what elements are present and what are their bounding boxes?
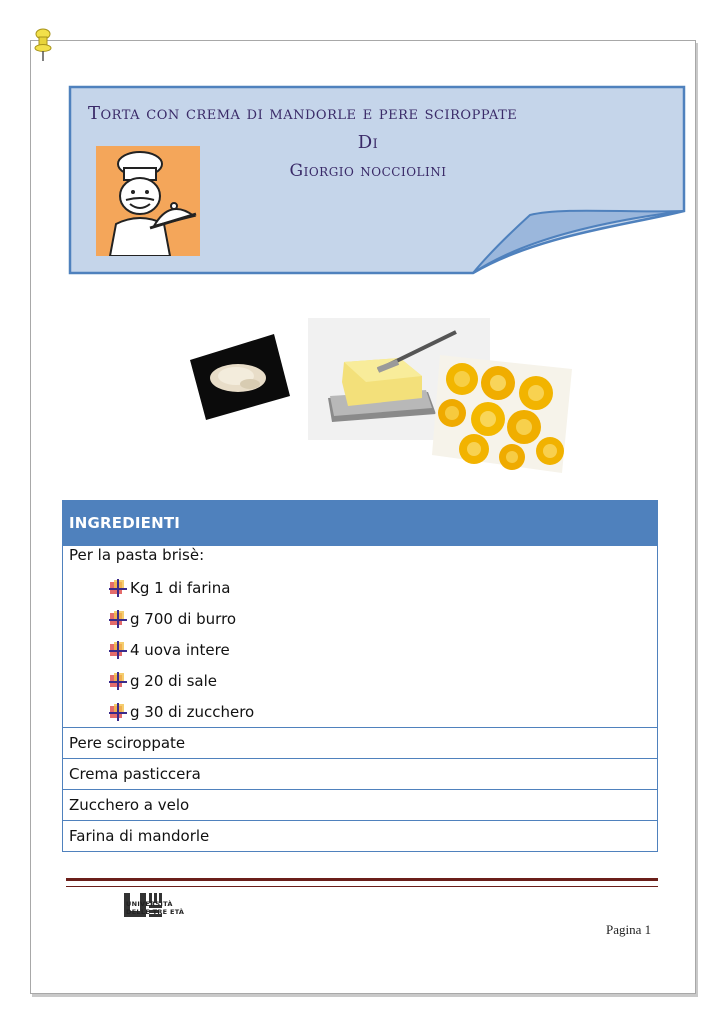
bullet-icon — [109, 610, 127, 628]
logo-line-1: UNIVERSITÀ — [126, 900, 173, 908]
title-line-1: Torta con crema di mandorle e pere sciroppate — [88, 103, 518, 124]
list-item — [69, 634, 651, 665]
pushpin-icon — [33, 28, 53, 62]
chef-illustration — [96, 146, 200, 256]
list-item — [69, 572, 651, 603]
list-item — [69, 665, 651, 696]
item-text: g 30 di zucchero — [130, 702, 255, 721]
ingredients-table — [62, 500, 658, 852]
table-header: INGREDIENTI — [63, 501, 658, 546]
title-line-2: Di — [357, 132, 379, 153]
table-row: Pere sciroppate — [63, 728, 658, 759]
section-title: Per la pasta brisè: — [69, 546, 205, 564]
item-text: Kg 1 di farina — [130, 578, 231, 597]
pasta-brise-section — [63, 546, 658, 728]
item-text: g 20 di sale — [130, 671, 218, 690]
list-item — [69, 696, 651, 727]
list-item — [69, 603, 651, 634]
footer-divider — [66, 878, 658, 887]
item-text: 4 uova intere — [130, 640, 230, 659]
title-line-3: Giorgio nocciolini — [289, 161, 447, 181]
logo-line-2: DELLE TRE ETÀ — [126, 908, 185, 916]
page-number: Pagina 1 — [606, 922, 652, 937]
pears-photo — [432, 355, 572, 473]
flour-photo — [190, 334, 290, 420]
bullet-icon — [109, 703, 127, 721]
bullet-icon — [109, 641, 127, 659]
table-row: Crema pasticcera — [63, 759, 658, 790]
bullet-icon — [109, 579, 127, 597]
item-text: g 700 di burro — [130, 609, 237, 628]
logo-text — [126, 900, 184, 916]
bullet-icon — [109, 672, 127, 690]
table-row: Farina di mandorle — [63, 821, 658, 852]
table-row: Zucchero a velo — [63, 790, 658, 821]
